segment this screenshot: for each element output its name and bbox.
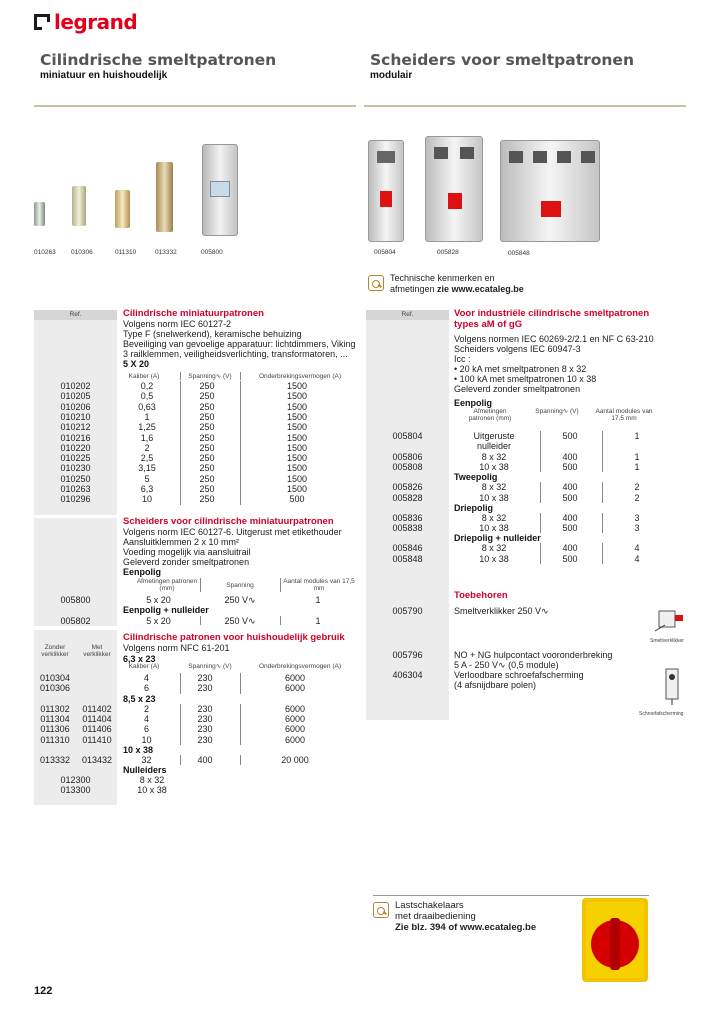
caliber-cell: 10 bbox=[141, 734, 152, 745]
info-bottom-line1: Lastschakelaars bbox=[395, 900, 464, 911]
fuse-013332-image bbox=[156, 162, 173, 232]
industrial-title-2: types aM of gG bbox=[454, 319, 523, 330]
voltage-cell: 400 bbox=[562, 512, 578, 523]
mini-sep-line-1: Volgens norm IEC 60127-6. Uitgerust met etikethouder bbox=[123, 527, 342, 537]
divider bbox=[602, 543, 603, 564]
mini-sep-line-2: Aansluitklemmen 2 x 10 mm² bbox=[123, 537, 240, 547]
ref-header-right: Ref. bbox=[366, 310, 449, 320]
legrand-logo-word: legrand bbox=[54, 10, 138, 34]
breaking-cell: 1500 bbox=[286, 453, 308, 464]
voltage-cell: 250 bbox=[199, 453, 215, 464]
ref-cell: 005828 bbox=[392, 492, 423, 503]
caliber-cell: 4 bbox=[143, 673, 149, 683]
col-without-indicator: Zonder verklikker bbox=[41, 644, 69, 658]
ref-cell: 005802 bbox=[60, 616, 91, 626]
voltage-cell: 250 V∿ bbox=[224, 616, 256, 626]
table-row bbox=[34, 724, 355, 734]
mini-sep-modules-header: Aantal modules van 17,5 mm bbox=[283, 578, 355, 592]
voltage-cell: 250 bbox=[199, 463, 215, 474]
ref-cell: 012300 bbox=[60, 775, 91, 786]
dims-cell: 8 x 32 bbox=[481, 451, 507, 462]
mini-sep-title: Scheiders voor cilindrische miniatuurpatronen bbox=[123, 516, 334, 527]
table-row bbox=[366, 523, 673, 533]
ref-cell: 005796 bbox=[392, 650, 423, 660]
table-row bbox=[34, 714, 355, 724]
size-cell: 8 x 32 bbox=[139, 775, 165, 786]
breaking-cell: 6000 bbox=[284, 683, 306, 694]
right-page-subtitle: modulair bbox=[370, 70, 413, 81]
voltage-cell: 250 bbox=[199, 484, 215, 494]
voltage-cell: 250 V∿ bbox=[224, 595, 256, 605]
breaking-cell: 500 bbox=[289, 494, 305, 505]
ref-cell: 010225 bbox=[60, 453, 91, 464]
table-row bbox=[366, 493, 673, 503]
industrial-line-5: • 100 kA met smeltpatronen 10 x 38 bbox=[454, 374, 597, 384]
dims-cell: 8 x 32 bbox=[481, 482, 507, 493]
modules-cell: 1 bbox=[634, 461, 640, 472]
table-row bbox=[34, 402, 357, 412]
caliber-cell: 32 bbox=[141, 754, 152, 765]
caption-005804: 005804 bbox=[374, 249, 396, 256]
modules-cell: 1 bbox=[634, 431, 640, 441]
table-row bbox=[366, 670, 584, 691]
caliber-cell: 6,3 bbox=[140, 484, 154, 494]
breaking-cell: 20 000 bbox=[281, 754, 309, 765]
table-row bbox=[34, 494, 357, 504]
rotary-switch-image bbox=[580, 896, 650, 984]
mini-sep-section bbox=[123, 516, 363, 577]
caliber-cell: 10 bbox=[141, 494, 152, 505]
accessory-text: Verloodbare schroefafscherming bbox=[454, 670, 584, 680]
dims-cell: 10 x 38 bbox=[479, 553, 509, 564]
caption-011310: 011310 bbox=[115, 249, 137, 256]
divider bbox=[240, 372, 241, 380]
caliber-cell: 3,15 bbox=[138, 463, 156, 474]
page-number: 122 bbox=[34, 985, 53, 997]
divider bbox=[540, 482, 541, 503]
ref-with-cell bbox=[76, 673, 118, 683]
screw-cover-caption: Schroefafscherming bbox=[639, 711, 684, 717]
dims-cell: 10 x 38 bbox=[479, 523, 509, 534]
voltage-cell: 400 bbox=[562, 543, 578, 554]
table-row bbox=[34, 704, 355, 714]
left-header-rule bbox=[34, 105, 356, 107]
breaking-cell: 1500 bbox=[286, 442, 308, 453]
table-row bbox=[366, 513, 673, 523]
voltage-cell: 250 bbox=[199, 381, 215, 391]
dom-breaking-header: Onderbrekingsvermogen (A) bbox=[258, 663, 341, 670]
voltage-cell: 250 bbox=[199, 432, 215, 443]
table-row bbox=[366, 606, 549, 616]
miniature-title: Cilindrische miniatuurpatronen bbox=[123, 308, 264, 319]
table-row bbox=[366, 452, 673, 462]
fuse-010306-image bbox=[72, 186, 86, 226]
table-row bbox=[366, 543, 673, 553]
ref-without-cell: 010306 bbox=[39, 683, 71, 694]
divider bbox=[280, 616, 281, 625]
mini-sep-voltage-header: Spanning bbox=[226, 582, 254, 589]
accessory-text-2: (4 afsnijdbare polen) bbox=[454, 680, 537, 691]
table-row bbox=[366, 431, 673, 441]
caliber-cell: 2,5 bbox=[140, 453, 154, 464]
accessories-title: Toebehoren bbox=[454, 590, 508, 601]
catalog-link-icon bbox=[373, 902, 389, 918]
pole-heading: Tweepolig bbox=[454, 472, 498, 483]
breaking-cell: 1500 bbox=[286, 401, 308, 412]
caption-010263: 010263 bbox=[34, 249, 56, 256]
ref-cell: 005790 bbox=[392, 606, 423, 616]
miniature-line-2: Type F (snelwerkend), keramische behuizing bbox=[123, 329, 302, 339]
accessory-text: Smeltverklikker 250 V∿ bbox=[454, 606, 549, 616]
ref-with-cell bbox=[76, 683, 118, 693]
info-link-url: zie www.ecataleg.be bbox=[437, 284, 524, 294]
voltage-cell: 230 bbox=[197, 703, 213, 714]
divider bbox=[180, 372, 181, 380]
ref-cell: 005808 bbox=[392, 461, 423, 472]
divider bbox=[240, 673, 241, 694]
ref-without-cell: 010304 bbox=[39, 673, 71, 683]
size-heading: 8,5 x 23 bbox=[123, 693, 156, 704]
mini-sep-single-neutral: Eenpolig + nulleider bbox=[123, 605, 209, 615]
domestic-norm: Volgens norm NFC 61-201 bbox=[123, 643, 230, 653]
mini-sep-line-3: Voeding mogelijk via aansluitrail bbox=[123, 547, 251, 557]
info-bottom-line2: met draaibediening bbox=[395, 911, 476, 922]
info-link-technical[interactable] bbox=[368, 273, 524, 295]
divider bbox=[200, 578, 201, 592]
table-row bbox=[366, 482, 673, 492]
catalog-link-icon bbox=[368, 275, 384, 291]
right-page-title: Scheiders voor smeltpatronen bbox=[370, 51, 634, 69]
table-row bbox=[34, 775, 187, 785]
ref-cell: 005846 bbox=[392, 543, 423, 554]
voltage-cell: 250 bbox=[199, 473, 215, 484]
modules-cell: 4 bbox=[634, 553, 640, 564]
miniature-line-1: Volgens norm IEC 60127-2 bbox=[123, 319, 232, 329]
dims-cell: 10 x 38 bbox=[479, 492, 509, 503]
pole-heading: Eenpolig bbox=[454, 398, 492, 408]
table-row bbox=[34, 735, 355, 745]
table-row bbox=[34, 474, 357, 484]
table-row bbox=[366, 650, 612, 671]
breaking-cell: 6000 bbox=[284, 713, 306, 724]
caliber-cell: 4 bbox=[143, 713, 149, 724]
ref-without-cell: 011304 bbox=[40, 713, 70, 724]
divider bbox=[240, 755, 241, 765]
table-row bbox=[34, 484, 357, 494]
breaking-cell: 6000 bbox=[284, 673, 306, 683]
table-row bbox=[366, 554, 673, 564]
right-header-rule bbox=[364, 105, 686, 107]
pole-heading: Driepolig + nulleider bbox=[454, 533, 541, 544]
breaking-cell: 1500 bbox=[286, 411, 308, 422]
table-row bbox=[34, 683, 355, 693]
ref-header-left: Ref. bbox=[34, 310, 117, 320]
legrand-logo-mark bbox=[34, 14, 50, 30]
ref-without-cell: 011302 bbox=[40, 703, 70, 714]
divider bbox=[180, 381, 181, 505]
caption-005828: 005828 bbox=[437, 249, 459, 256]
caption-005800: 005800 bbox=[201, 249, 223, 256]
pole-heading: Driepolig bbox=[454, 502, 494, 513]
divider bbox=[280, 578, 281, 592]
miniature-section bbox=[123, 308, 363, 369]
ref-cell: 010212 bbox=[60, 422, 91, 433]
modules-cell: 2 bbox=[634, 492, 640, 503]
mini-sep-line-4: Geleverd zonder smeltpatronen bbox=[123, 557, 250, 567]
caption-013332: 013332 bbox=[155, 249, 177, 256]
industrial-line-1: Volgens normen IEC 60269-2/2.1 en NF C 63-210 bbox=[454, 334, 654, 344]
separator-005804-image bbox=[368, 140, 404, 242]
modules-cell: 3 bbox=[634, 523, 640, 534]
divider bbox=[200, 616, 201, 625]
breaking-cell: 1500 bbox=[286, 422, 308, 433]
table-row bbox=[34, 595, 356, 605]
col-with-indicator: Met verklikker bbox=[83, 644, 111, 658]
ref-cell: 010216 bbox=[60, 432, 91, 443]
dims-cell: 10 x 38 bbox=[479, 461, 509, 472]
table-row bbox=[34, 391, 357, 401]
ind-dims-header: Afmetingen patronen (mm) bbox=[468, 408, 512, 422]
breaking-cell: 1500 bbox=[286, 391, 308, 402]
miniature-size: 5 X 20 bbox=[123, 359, 150, 369]
ref-cell: 005848 bbox=[392, 553, 423, 564]
ref-without-cell: 011306 bbox=[40, 724, 70, 735]
table-row bbox=[34, 443, 357, 453]
neutral-heading: Nulleiders bbox=[123, 765, 167, 776]
mini-sep-dims-header: Afmetingen patronen (mm) bbox=[136, 578, 198, 592]
voltage-cell: 500 bbox=[562, 431, 578, 441]
voltage-cell: 250 bbox=[199, 422, 215, 433]
breaking-cell: 6000 bbox=[284, 703, 306, 714]
ref-cell: 010230 bbox=[60, 463, 91, 474]
table-row bbox=[34, 412, 357, 422]
accessory-text: NO + NG hulpcontact vooronderbreking bbox=[454, 650, 613, 660]
ref-cell: 010205 bbox=[60, 391, 91, 402]
divider bbox=[602, 513, 603, 534]
breaking-cell: 1500 bbox=[286, 463, 308, 474]
modules-cell: 3 bbox=[634, 512, 640, 523]
domestic-title: Cilindrische patronen voor huishoudelijk gebruik bbox=[123, 632, 345, 643]
ref-with-cell: 011404 bbox=[82, 713, 112, 724]
accessory-text-2: 5 A - 250 V∿ (0,5 module) bbox=[454, 660, 559, 671]
caliber-cell: 1 bbox=[144, 411, 150, 422]
divider bbox=[540, 543, 541, 564]
voltage-cell: 500 bbox=[562, 461, 578, 472]
info-link-line1: Technische kenmerken en bbox=[390, 273, 495, 283]
dims-cell: Uitgeruste bbox=[473, 431, 515, 441]
fuse-indicator-image bbox=[653, 605, 687, 633]
ind-voltage-header: Spanning∿ (V) bbox=[535, 408, 579, 415]
ref-without-cell: 013332 bbox=[39, 754, 71, 765]
table-row bbox=[366, 462, 673, 472]
ref-cell: 010210 bbox=[60, 411, 91, 422]
dims-cell: 5 x 20 bbox=[146, 616, 171, 626]
caliber-cell: 2 bbox=[144, 442, 150, 453]
modules-cell: 2 bbox=[634, 482, 640, 493]
breaking-cell: 1500 bbox=[286, 432, 308, 443]
fuse-011310-image bbox=[115, 190, 130, 228]
voltage-cell: 250 bbox=[199, 411, 215, 422]
voltage-cell: 230 bbox=[197, 683, 213, 694]
caption-005848: 005848 bbox=[508, 250, 530, 257]
left-page-subtitle: miniatuur en huishoudelijk bbox=[40, 70, 168, 81]
info-bottom-line3: Zie blz. 394 of www.ecataleg.be bbox=[395, 922, 537, 933]
mini-caliber-header: Kaliber (A) bbox=[128, 373, 160, 380]
mini-sep-single: Eenpolig bbox=[123, 567, 161, 577]
ref-cell: 005826 bbox=[392, 482, 423, 493]
info-link-load-switches[interactable] bbox=[373, 900, 536, 933]
ref-with-cell: 011410 bbox=[82, 734, 112, 745]
divider bbox=[240, 381, 241, 505]
ref-cell: 005806 bbox=[392, 451, 423, 462]
divider bbox=[180, 704, 181, 745]
dims-cell: 8 x 32 bbox=[481, 512, 507, 523]
separator-005828-image bbox=[425, 136, 483, 242]
divider bbox=[240, 704, 241, 745]
divider bbox=[602, 482, 603, 503]
modules-cell: 4 bbox=[634, 543, 640, 554]
miniature-line-3: Beveiliging van gevoelige apparatuur: lichtdimmers, Viking bbox=[123, 339, 356, 349]
ref-cell: 010296 bbox=[60, 494, 91, 505]
ref-cell: 010263 bbox=[60, 484, 91, 494]
caliber-cell: 0,63 bbox=[138, 401, 156, 412]
caliber-cell: 2 bbox=[143, 703, 149, 714]
ref-cell: 013300 bbox=[60, 785, 91, 796]
modules-cell: 1 bbox=[315, 595, 321, 605]
breaking-cell: 1500 bbox=[286, 381, 308, 391]
voltage-cell: 230 bbox=[197, 734, 213, 745]
size-heading: 10 x 38 bbox=[123, 744, 154, 755]
dims-cell-2: nulleider bbox=[476, 441, 512, 452]
voltage-cell: 400 bbox=[197, 754, 213, 765]
table-row bbox=[34, 755, 355, 765]
voltage-cell: 250 bbox=[199, 494, 215, 505]
table-row bbox=[34, 616, 356, 626]
voltage-cell: 230 bbox=[197, 673, 213, 683]
table-row bbox=[34, 422, 357, 432]
ref-with-cell: 011406 bbox=[82, 724, 112, 735]
industrial-line-2: Scheiders volgens IEC 60947-3 bbox=[454, 344, 581, 354]
mini-breaking-header: Onderbrekingsvermogen (A) bbox=[258, 373, 341, 380]
voltage-cell: 250 bbox=[199, 401, 215, 412]
ref-band-mini-sep bbox=[34, 518, 117, 626]
divider bbox=[180, 673, 181, 694]
caliber-cell: 0,2 bbox=[140, 381, 154, 391]
ref-without-cell: 011310 bbox=[40, 734, 70, 745]
breaking-cell: 6000 bbox=[284, 724, 306, 735]
divider bbox=[602, 431, 603, 472]
caliber-cell: 1,25 bbox=[138, 422, 156, 433]
voltage-cell: 250 bbox=[199, 391, 215, 402]
table-row bbox=[34, 673, 355, 683]
voltage-cell: 500 bbox=[562, 553, 578, 564]
mini-voltage-header: Spanning∿ (V) bbox=[188, 373, 232, 380]
caliber-cell: 0,5 bbox=[140, 391, 154, 402]
ref-cell: 005800 bbox=[60, 595, 91, 605]
miniature-line-4: 3 railklemmen, veiligheidsverlichting, transformatoren, ... bbox=[123, 349, 348, 359]
industrial-line-6: Geleverd zonder smeltpatronen bbox=[454, 384, 581, 394]
table-row bbox=[34, 785, 187, 795]
fuse-010263-image bbox=[34, 202, 45, 226]
voltage-cell: 400 bbox=[562, 451, 578, 462]
industrial-line-4: • 20 kA met smeltpatronen 8 x 32 bbox=[454, 364, 587, 374]
ref-cell: 005836 bbox=[392, 512, 423, 523]
left-page-title: Cilindrische smeltpatronen bbox=[40, 51, 277, 69]
caliber-cell: 6 bbox=[143, 724, 149, 735]
dims-cell: 5 x 20 bbox=[146, 595, 171, 605]
ref-cell: 005838 bbox=[392, 523, 423, 534]
size-cell: 10 x 38 bbox=[137, 785, 167, 796]
ind-modules-header: Aantal modules van 17,5 mm bbox=[595, 408, 653, 422]
fuse-indicator-caption: Smeltverklikker bbox=[650, 638, 684, 644]
voltage-cell: 250 bbox=[199, 442, 215, 453]
ref-cell: 010206 bbox=[60, 401, 91, 412]
voltage-cell: 230 bbox=[197, 724, 213, 735]
industrial-title-1: Voor industriële cilindrische smeltpatronen bbox=[454, 308, 650, 319]
caliber-cell: 6 bbox=[143, 683, 149, 694]
size-heading: 6,3 x 23 bbox=[123, 654, 156, 664]
table-row bbox=[34, 453, 357, 463]
industrial-line-3: Icc : bbox=[454, 354, 471, 364]
voltage-cell: 230 bbox=[197, 713, 213, 724]
table-row bbox=[34, 381, 357, 391]
table-row bbox=[34, 433, 357, 443]
dims-cell: 8 x 32 bbox=[481, 543, 507, 554]
ref-cell: 005804 bbox=[392, 431, 423, 441]
screw-cover-image bbox=[662, 667, 682, 707]
caption-010306: 010306 bbox=[71, 249, 93, 256]
breaking-cell: 1500 bbox=[286, 473, 308, 484]
ref-cell: 010202 bbox=[60, 381, 91, 391]
voltage-cell: 400 bbox=[562, 482, 578, 493]
info-link-prefix: afmetingen bbox=[390, 284, 438, 294]
industrial-section bbox=[454, 308, 694, 394]
modules-cell: 1 bbox=[315, 616, 321, 626]
ref-with-cell: 011402 bbox=[82, 703, 112, 714]
divider bbox=[180, 755, 181, 765]
breaking-cell: 1500 bbox=[286, 484, 308, 494]
ref-cell: 010220 bbox=[60, 442, 91, 453]
legrand-logo bbox=[34, 12, 137, 32]
voltage-cell: 500 bbox=[562, 523, 578, 534]
separator-005848-image bbox=[500, 140, 600, 242]
divider bbox=[540, 431, 541, 472]
divider bbox=[540, 513, 541, 534]
modules-cell: 1 bbox=[634, 451, 640, 462]
separator-005800-image bbox=[202, 144, 238, 236]
caliber-cell: 5 bbox=[144, 473, 150, 484]
voltage-cell: 500 bbox=[562, 492, 578, 503]
breaking-cell: 6000 bbox=[284, 734, 306, 745]
dom-voltage-header: Spanning∿ (V) bbox=[188, 663, 232, 670]
dom-caliber-header: Kaliber (A) bbox=[128, 663, 160, 670]
ref-cell: 406304 bbox=[392, 670, 423, 680]
ref-cell: 010250 bbox=[60, 473, 91, 484]
caliber-cell: 1,6 bbox=[140, 432, 154, 443]
ref-with-cell: 013432 bbox=[81, 754, 113, 765]
table-row bbox=[34, 463, 357, 473]
